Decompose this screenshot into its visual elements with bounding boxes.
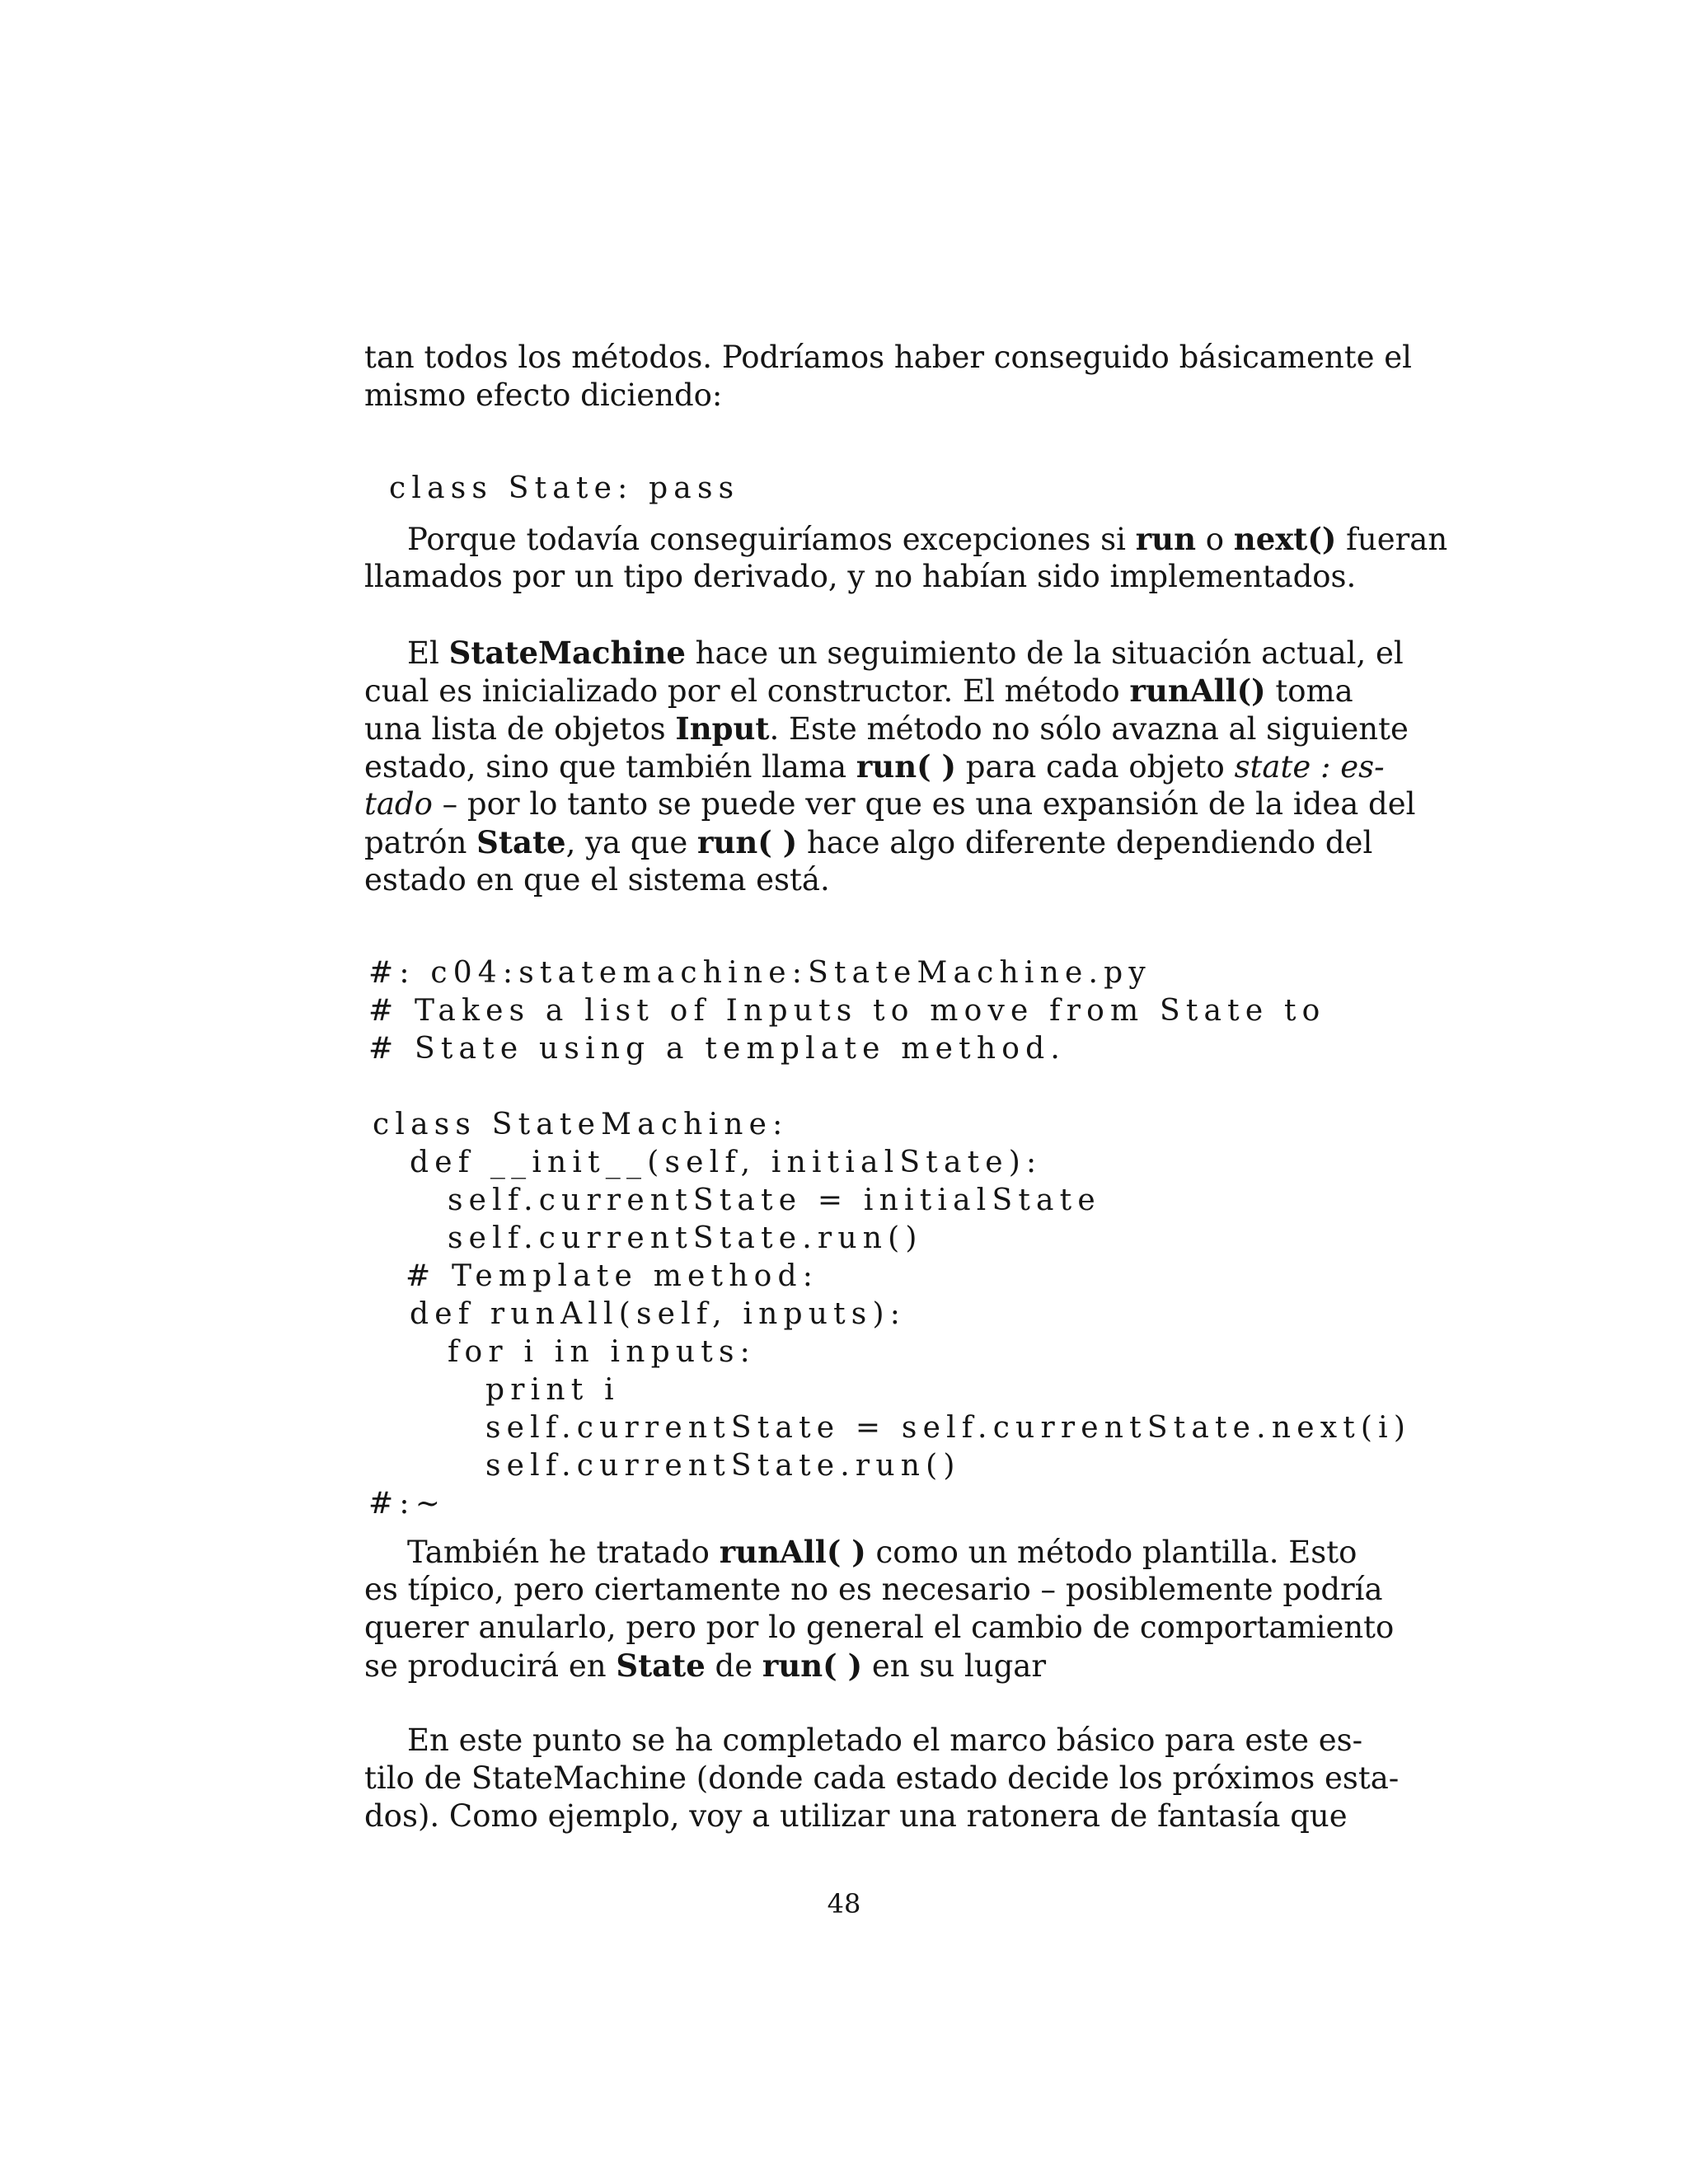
- code-term: runAll(): [1129, 673, 1266, 709]
- code-line: print i: [485, 1373, 620, 1407]
- paragraph-line: cual es inicializado por el constructor. El método runAll() toma: [364, 673, 1353, 709]
- code-line: self.currentState = initialState: [448, 1183, 1101, 1217]
- paragraph-line: tado – por lo tanto se puede ver que es una expansión de la idea del: [364, 786, 1416, 822]
- code-term: next(): [1233, 521, 1337, 557]
- code-term: State: [476, 824, 566, 860]
- code-term: run: [1135, 521, 1196, 557]
- code-line: #: c04:statemachine:StateMachine.py: [368, 956, 1151, 990]
- paragraph-line: tan todos los métodos. Podríamos haber conseguido básicamente el: [364, 340, 1412, 375]
- paragraph-line: También he tratado runAll( ) como un método plantilla. Esto: [407, 1534, 1357, 1570]
- italic-term: state : es-: [1234, 749, 1385, 785]
- paragraph-line: dos). Como ejemplo, voy a utilizar una ratonera de fantasía que: [364, 1798, 1348, 1834]
- code-line: #:~: [368, 1487, 447, 1521]
- code-line: self.currentState = self.currentState.next(i): [485, 1411, 1412, 1445]
- paragraph-line: Porque todavía conseguiríamos excepciones si run o next() fueran: [407, 521, 1448, 557]
- italic-term: tado: [364, 786, 433, 822]
- paragraph-line: querer anularlo, pero por lo general el cambio de comportamiento: [364, 1610, 1395, 1645]
- paragraph-line: mismo efecto diciendo:: [364, 377, 723, 413]
- paragraph-line: es típico, pero ciertamente no es necesario – posiblemente podría: [364, 1572, 1383, 1607]
- paragraph-line: patrón State, ya que run( ) hace algo diferente dependiendo del: [364, 824, 1373, 860]
- code-term: run( ): [762, 1647, 863, 1684]
- paragraph-line: El StateMachine hace un seguimiento de la situación actual, el: [407, 635, 1404, 671]
- code-term: run( ): [856, 748, 957, 785]
- paragraph-line: estado, sino que también llama run( ) para cada objeto state : es-: [364, 748, 1385, 785]
- code-term: run( ): [697, 824, 798, 860]
- code-term: State: [616, 1647, 706, 1684]
- paragraph-line: tilo de StateMachine (donde cada estado decide los próximos esta-: [364, 1760, 1400, 1796]
- code-line: self.currentState.run(): [485, 1449, 961, 1483]
- code-line: # Template method:: [406, 1259, 819, 1293]
- code-line: def __init__(self, initialState):: [410, 1146, 1043, 1179]
- code-term: StateMachine: [448, 635, 686, 671]
- code-term: Input: [675, 710, 770, 747]
- code-line: # Takes a list of Inputs to move from State to: [368, 994, 1326, 1028]
- code-line: class StateMachine:: [373, 1108, 789, 1141]
- paragraph-line: se producirá en State de run( ) en su lugar: [364, 1647, 1047, 1684]
- paragraph-line: estado en que el sistema está.: [364, 862, 830, 898]
- code-term: runAll( ): [719, 1534, 866, 1570]
- paragraph-line: llamados por un tipo derivado, y no habían sido implementados.: [364, 559, 1357, 594]
- code-line: for i in inputs:: [448, 1335, 756, 1369]
- code-line: self.currentState.run(): [448, 1221, 923, 1255]
- page-number: 48: [827, 1888, 861, 1919]
- code-line: # State using a template method.: [368, 1032, 1066, 1066]
- code-line: def runAll(self, inputs):: [410, 1297, 907, 1331]
- code-line: class State: pass: [389, 471, 740, 505]
- paragraph-line: En este punto se ha completado el marco básico para este es-: [407, 1722, 1363, 1758]
- paragraph-line: una lista de objetos Input. Este método no sólo avazna al siguiente: [364, 710, 1409, 747]
